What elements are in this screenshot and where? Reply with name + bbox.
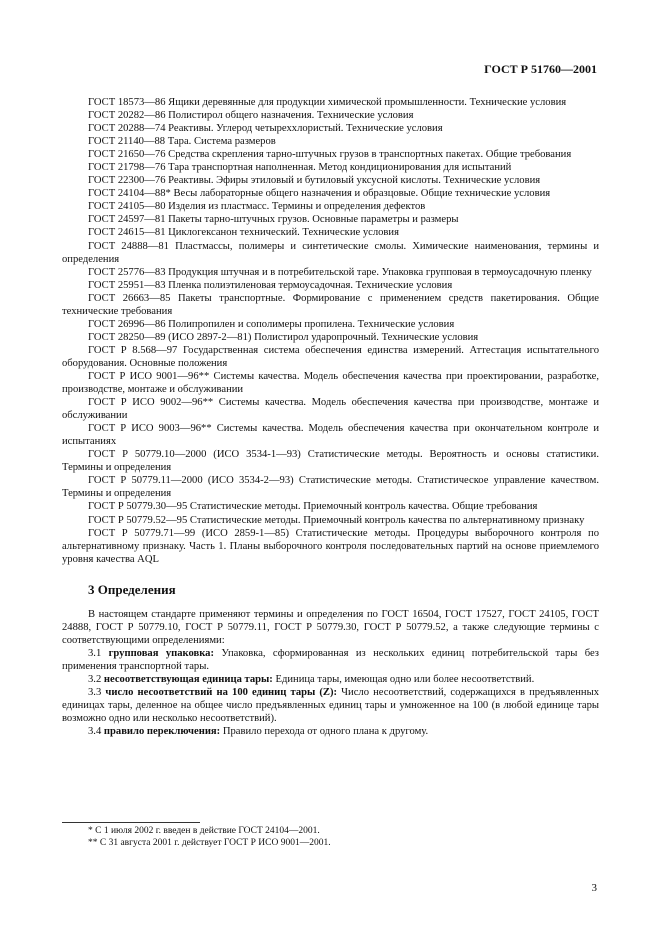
footnote-divider [62,822,200,823]
definitions-list [62,647,599,738]
reference-item: ГОСТ Р 8.568—97 Государственная система обеспечения единства измерений. Аттестация испытательного оборудования. Основные положения [62,344,599,369]
reference-item: ГОСТ 24105—80 Изделия из пластмасс. Термины и определения дефектов [88,201,426,213]
definition-text: Единица тары, имеющая одно или более несоответствий. [275,673,535,685]
definition-text: Правило перехода от одного плана к другому. [222,726,429,738]
reference-item: ГОСТ Р ИСО 9002—96** Системы качества. Модель обеспечения качества при производстве, монтаже и обслуживании [62,397,599,422]
reference-item: ГОСТ 26996—86 Полипропилен и сополимеры пропилена. Технические условия [88,318,455,330]
reference-item: ГОСТ 24888—81 Пластмассы, полимеры и синтетические смолы. Химические наименования, термины и определения [62,240,599,265]
definition-item [62,686,599,725]
reference-item: ГОСТ 26663—85 Пакеты транспортные. Формирование с применением средств пакетирования. Общие технические требования [62,292,599,317]
reference-item: ГОСТ 25776—83 Продукция штучная и в потребительской таре. Упаковка групповая в термоусадочную пленку [88,266,592,278]
reference-item: ГОСТ Р ИСО 9001—96** Системы качества. Модель обеспечения качества при проектировании, разработке, производстве, монтаже и обслуживании [62,370,599,396]
definition-term: несоответствующая единица тары: [103,673,273,685]
reference-item: ГОСТ Р 50779.71—99 (ИСО 2859-1—85) Статистические методы. Процедуры выборочного контроля по альтернативному признаку. Часть 1. Планы выборочного контроля последовательных партий на основе приемлемого уровня качества AQL [62,527,599,565]
reference-item: ГОСТ 24615—81 Циклогексанон технический. Технические условия [88,227,399,239]
reference-item: ГОСТ Р ИСО 9003—96** Системы качества. Модель обеспечения качества при окончательном контроле и испытаниях [62,423,599,448]
page-number: 3 [591,882,597,894]
reference-item: ГОСТ Р 50779.10—2000 (ИСО 3534-1—93) Статистические методы. Вероятность и основы статистики. Термины и определения [62,449,599,474]
definition-term: число несоответствий на 100 единиц тары (Z): [105,687,338,699]
definition-term: групповая упаковка: [108,647,215,659]
reference-item: ГОСТ 24104—88* Весы лабораторные общего назначения и образцовые. Общие технические условия [88,188,551,200]
reference-item: ГОСТ Р 50779.11—2000 (ИСО 3534-2—93) Статистические методы. Статистическое управление качеством. Термины и определения [62,475,599,500]
reference-item: ГОСТ 18573—86 Ящики деревянные для продукции химической промышленности. Технические условия [88,97,567,108]
footnote: ** С 31 августа 2001 г. действует ГОСТ Р ИСО 9001—2001. [88,838,331,848]
definition-text: Число несоответствий, содержащихся в предъявленных единицах тары, деленное на общее число предъявленных единиц тары и умноженное на 100 (в любой единице тары возможно одно или несколько несоответствий). [62,687,599,725]
definition-number: 3.1 [88,647,102,659]
definition-term: правило переключения: [103,726,221,738]
document-header: ГОСТ Р 51760—2001 [484,62,597,76]
definition-number: 3.3 [88,687,102,699]
definition-number: 3.2 [88,673,102,685]
definition-item [62,673,599,686]
definition-text: Упаковка, сформированная из нескольких единиц потребительской тары без применения транспортной тары. [62,647,599,672]
definition-item [62,647,599,673]
reference-item: ГОСТ 28250—89 (ИСО 2897-2—81) Полистирол ударопрочный. Технические условия [88,331,479,343]
reference-item: ГОСТ 21140—88 Тара. Система размеров [88,136,276,148]
reference-item: ГОСТ 20288—74 Реактивы. Углерод четыреххлористый. Технические условия [88,123,443,135]
reference-item: ГОСТ 25951—83 Пленка полиэтиленовая термоусадочная. Технические условия [88,279,453,291]
section-heading: 3 Определения [88,581,176,597]
definitions-intro: В настоящем стандарте применяют термины и определения по ГОСТ 16504, ГОСТ 17527, ГОСТ 24105, ГОСТ 24888, ГОСТ Р 50779.10, ГОСТ Р 50779.11, ГОСТ Р 50779.30, ГОСТ Р 50779.52, а также следующие термины с соответствующими определениями: [62,608,599,646]
reference-item: ГОСТ Р 50779.30—95 Статистические методы. Приемочный контроль качества. Общие требования [88,501,538,513]
document-body [62,96,599,738]
reference-item: ГОСТ 24597—81 Пакеты тарно-штучных грузов. Основные параметры и размеры [88,214,459,226]
reference-item: ГОСТ 21650—76 Средства скрепления тарно-штучных грузов в транспортных пакетах. Общие требования [88,149,572,161]
reference-item: ГОСТ 22300—76 Реактивы. Эфиры этиловый и бутиловый уксусной кислоты. Технические условия [88,175,541,187]
reference-item: ГОСТ 21798—76 Тара транспортная наполненная. Метод кондиционирования для испытаний [88,162,512,174]
reference-item: ГОСТ Р 50779.52—95 Статистические методы. Приемочный контроль качества по альтернативному признаку [88,514,585,526]
footnote: * С 1 июля 2002 г. введен в действие ГОСТ 24104—2001. [88,826,320,836]
definition-item [62,725,599,738]
definition-number: 3.4 [88,726,102,738]
references-list [62,96,599,566]
reference-item: ГОСТ 20282—86 Полистирол общего назначения. Технические условия [88,110,414,122]
footnotes [62,822,599,849]
